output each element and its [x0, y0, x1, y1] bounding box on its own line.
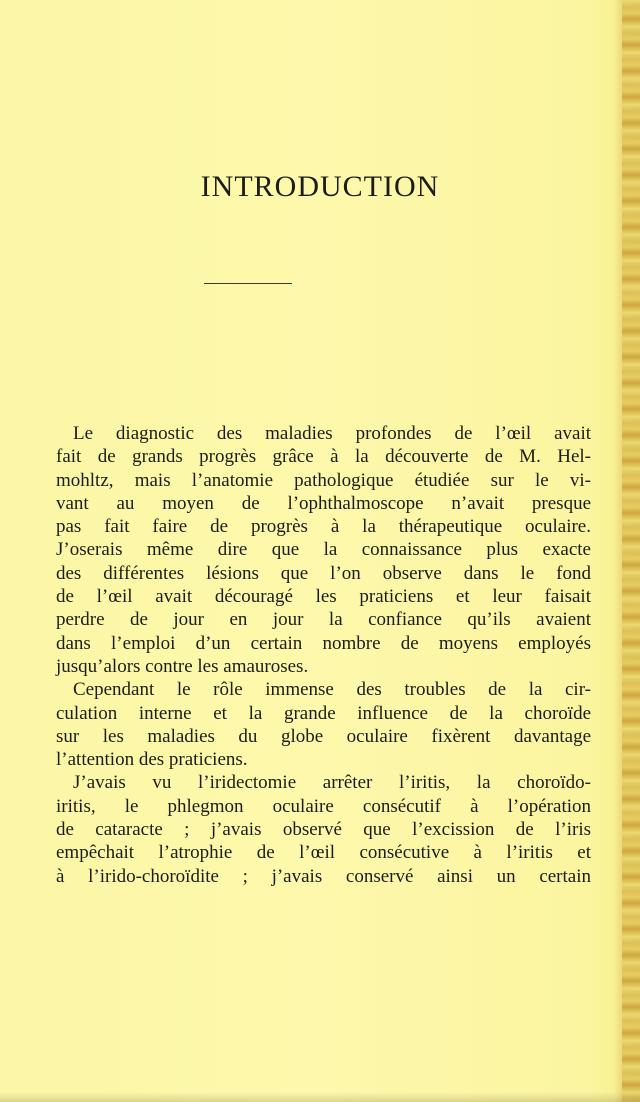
paragraph-1 [56, 422, 591, 678]
page-edge-shadow [614, 0, 622, 1102]
text-line: des différentes lésions que l’on observe dans le fond [56, 562, 591, 584]
text-line: l’attention des praticiens. [56, 749, 248, 771]
text-line: culation interne et la grande influence de la choroïde [56, 702, 591, 724]
paragraph-2 [56, 678, 591, 771]
page-bottom-shade [0, 1092, 640, 1102]
text-line: iritis, le phlegmon oculaire consécutif à l’opération [56, 795, 591, 817]
page-edge [622, 0, 640, 1102]
text-line: dans l’emploi d’un certain nombre de moyens employés [56, 632, 591, 654]
text-line: perdre de jour en jour la confiance qu’ils avaient [56, 609, 591, 631]
text-line: fait de grands progrès grâce à la découverte de M. Hel- [56, 446, 591, 468]
text-line: de l’œil avait découragé les praticiens et leur faisait [56, 586, 591, 608]
text-line: de cataracte ; j’avais observé que l’excission de l’iris [56, 819, 591, 841]
text-line: empêchait l’atrophie de l’œil consécutive à l’iritis et [56, 842, 591, 864]
text-line: J’oserais même dire que la connaissance plus exacte [56, 539, 591, 561]
text-line: Le diagnostic des maladies profondes de l’œil avait [73, 423, 591, 444]
paragraph-3 [56, 771, 591, 887]
text-line: mohltz, mais l’anatomie pathologique étudiée sur le vi- [56, 469, 591, 491]
text-line: J’avais vu l’iridectomie arrêter l’iritis, la choroïdo- [73, 772, 591, 794]
text-line: pas fait faire de progrès à la thérapeutique oculaire. [56, 516, 591, 538]
title-rule [204, 283, 292, 284]
body-text [56, 422, 591, 888]
text-line: vant au moyen de l’ophthalmoscope n’avait presque [56, 492, 591, 514]
text-line: Cependant le rôle immense des troubles de la cir- [73, 679, 591, 701]
chapter-title: INTRODUCTION [200, 170, 440, 203]
text-line: à l’irido-choroïdite ; j’avais conservé ainsi un certain [56, 865, 591, 887]
text-line: sur les maladies du globe oculaire fixèrent davantage [56, 725, 591, 747]
text-line: jusqu’alors contre les amauroses. [56, 655, 309, 677]
